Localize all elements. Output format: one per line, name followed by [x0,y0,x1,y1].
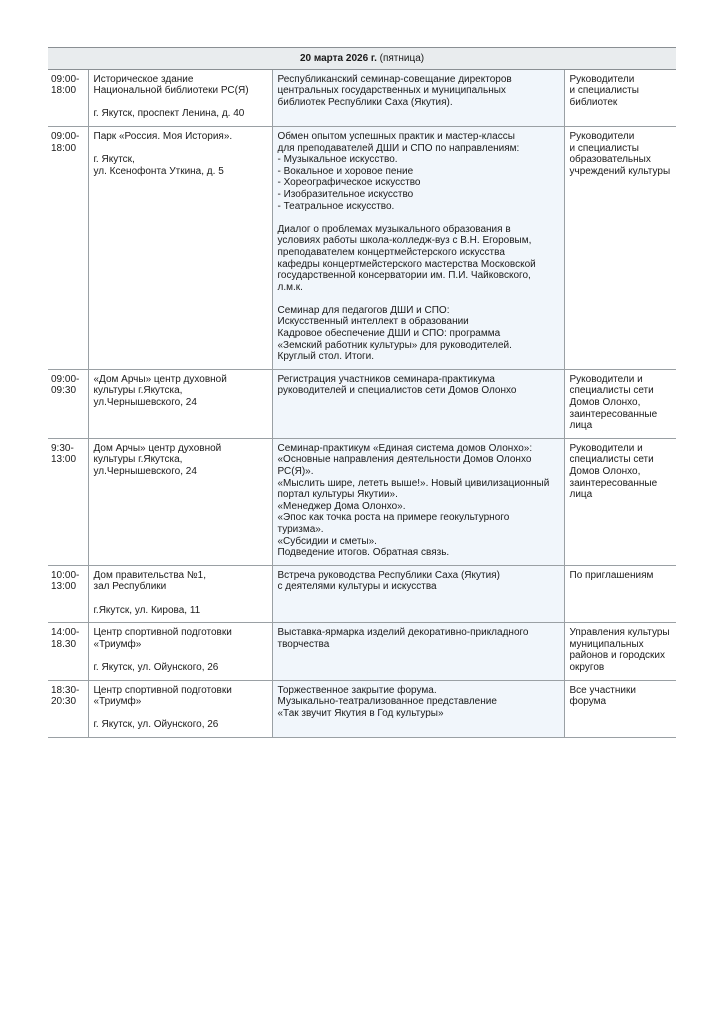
cell-line: По приглашениям [569,569,654,581]
cell-line: культуры г.Якутска, [93,385,183,397]
audience-cell [564,69,676,126]
table-row [48,565,676,622]
cell-line [94,143,268,155]
cell-line: образовательных [569,154,651,166]
cell-line: зал Республики [93,581,167,593]
cell-line: - Музыкальное искусство. [277,154,398,166]
place-cell [88,565,272,622]
cell-line: ул.Чернышевского, 24 [93,466,197,477]
cell-line: Обмен опытом успешных практик и мастер-классы [277,130,515,142]
cell-line: форума [569,696,607,708]
schedule-rows [48,69,676,737]
time-cell [48,369,88,438]
event-cell [272,680,564,737]
cell-line: г. Якутск, ул. Ойунского, 26 [93,719,219,731]
day-header-row [48,48,676,70]
cell-line: «Земский работник культуры» для руководителей. [277,339,512,351]
cell-line: условиях работы школа-колледж-вуз с В.Н. Егоровым, [277,235,532,247]
cell-line: Центр спортивной подготовки [93,684,232,696]
cell-line [94,650,268,662]
cell-line: учреждений культуры [569,165,671,177]
place-cell [88,680,272,737]
cell-line: л.м.к. [277,281,303,293]
time-cell [48,438,88,565]
event-cell [272,69,564,126]
cell-line: РС(Я)». [277,466,314,477]
cell-line: г. Якутск, ул. Ойунского, 26 [93,661,219,673]
cell-line: лица [569,420,593,432]
cell-line: ул. Ксенофонта Уткина, д. 5 [93,165,224,177]
cell-line: 09:00- [51,373,80,385]
cell-line: портал культуры Якутии». [277,489,398,501]
cell-line: «Триумф» [93,638,142,650]
cell-line: «Субсидии и сметы». [277,535,377,547]
cell-line: 13:00 [51,581,77,593]
cell-line: Искусственный интеллект в образовании [277,316,469,328]
cell-line: 09:00- [51,130,80,142]
event-cell [272,126,564,369]
audience-cell [564,438,676,565]
cell-line: районов и городских [569,650,665,662]
cell-line: руководителей и специалистов сети Домов Олонхо [277,385,517,397]
place-cell [88,126,272,369]
cell-line: специалисты сети [569,454,654,466]
cell-line: г.Якутск, ул. Кирова, 11 [93,604,201,616]
cell-line: 09:30 [51,385,77,397]
cell-line: культуры г.Якутска, [93,454,183,466]
place-cell [88,369,272,438]
table-row [48,623,676,680]
day-weekday: (пятница) [379,53,425,64]
cell-line: кафедры концертмейстерского мастерства Московской [277,258,536,270]
cell-line: - Изобразительное искусство [277,188,414,200]
cell-line: «Эпос как точка роста на примере геокультурного [277,512,510,524]
cell-line: Все участники [569,684,636,696]
cell-line: ул.Чернышевского, 24 [93,397,197,409]
cell-line: Дом правительства №1, [93,569,206,581]
cell-line: 14:00- [51,627,80,639]
cell-line: Руководители и [569,442,643,454]
cell-line: 18:00 [51,142,77,154]
cell-line: Кадровое обеспечение ДШИ и СПО: программа [277,328,501,340]
place-cell [88,438,272,565]
cell-line: «Основные направления деятельности Домов Олонхо [277,454,532,466]
time-cell [48,69,88,126]
audience-cell [564,680,676,737]
cell-line: специалисты сети [569,385,654,397]
cell-line: центральных государственных и муниципальных [277,85,506,97]
cell-line: государственной консерватории им. П.И. Чайковского, [277,270,531,282]
cell-line: преподавателем концертмейстерского искусства [277,246,505,258]
table-row [48,369,676,438]
cell-line: с деятелями культуры и искусства [277,581,437,593]
cell-line: «Менеджер Дома Олонхо». [277,500,406,512]
cell-line: муниципальных [569,638,644,650]
cell-line: творчества [277,638,330,650]
cell-line [94,593,268,605]
cell-line: «Так звучит Якутия в Год культуры» [277,707,444,719]
time-cell [48,680,88,737]
day-date: 20 марта 2026 г. [299,53,377,64]
time-cell [48,623,88,680]
cell-line: заинтересованные [569,477,658,489]
schedule-page [48,47,676,738]
cell-line [278,212,560,224]
cell-line: Парк «Россия. Моя История». [93,130,233,142]
event-cell [272,438,564,565]
cell-line: «Триумф» [93,696,142,708]
cell-line: 09:00- [51,73,80,85]
cell-line: и специалисты [569,142,639,154]
cell-line: Семинар-практикум «Единая система домов Олонхо»: [277,442,533,454]
cell-line: округов [569,661,605,673]
place-cell [88,623,272,680]
cell-line: 20:30 [51,696,77,708]
cell-line: Дом Арчы» центр духовной [93,442,222,454]
cell-line: Управления культуры [569,627,670,639]
cell-line: 18.30 [51,638,77,650]
table-row [48,680,676,737]
table-row [48,69,676,126]
cell-line: «Мыслить шире, лететь выше!». Новый цивилизационный [277,477,550,489]
cell-line: Встреча руководства Республики Саха (Якутия) [277,569,500,581]
cell-line: Руководители [569,130,635,142]
cell-line: Домов Олонхо, [569,466,641,477]
cell-line: Регистрация участников семинара-практикума [277,373,495,385]
place-cell [88,69,272,126]
cell-line: Музыкально-театрализованное представление [277,696,497,708]
day-header [48,48,676,70]
audience-cell [564,623,676,680]
cell-line [278,293,560,305]
cell-line: - Вокальное и хоровое пение [277,165,414,177]
cell-line: Семинар для педагогов ДШИ и СПО: [277,304,450,316]
cell-line: г. Якутск, проспект Ленина, д. 40 [93,108,245,120]
audience-cell [564,126,676,369]
cell-line: Центр спортивной подготовки [93,627,232,639]
cell-line: 18:30- [51,684,80,696]
cell-line: для преподавателей ДШИ и СПО по направлениям: [277,142,520,154]
cell-line: Домов Олонхо, [569,397,641,409]
table-row [48,126,676,369]
cell-line [94,97,268,109]
cell-line: г. Якутск, [93,154,135,166]
cell-line: Историческое здание [93,73,194,85]
cell-line: - Театральное искусство. [277,200,395,212]
cell-line: Руководители [569,73,635,85]
event-cell [272,369,564,438]
audience-cell [564,369,676,438]
cell-line: Подведение итогов. Обратная связь. [277,547,450,559]
table-row [48,438,676,565]
cell-line: Круглый стол. Итоги. [277,351,375,363]
cell-line: библиотек [569,96,618,108]
cell-line: 10:00- [51,569,80,581]
cell-line: и специалисты [569,85,639,97]
time-cell [48,126,88,369]
cell-line: - Хореографическое искусство [277,177,421,189]
cell-line: Национальной библиотеки РС(Я) [93,85,249,97]
audience-cell [564,565,676,622]
time-cell [48,565,88,622]
cell-line: Выставка-ярмарка изделий декоративно-прикладного [277,627,529,639]
cell-line: Республиканский семинар-совещание директоров [277,73,512,85]
cell-line: 13:00 [51,454,77,466]
cell-line: «Дом Арчы» центр духовной [93,373,227,385]
event-cell [272,623,564,680]
cell-line: Диалог о проблемах музыкального образования в [277,223,511,235]
cell-line: библиотек Республики Саха (Якутия). [277,96,453,108]
cell-line: заинтересованные [569,408,658,420]
cell-line: туризма». [277,523,324,535]
schedule-table [48,47,676,738]
cell-line: Руководители и [569,373,643,385]
cell-line: Торжественное закрытие форума. [277,684,437,696]
cell-line: лица [569,489,593,501]
event-cell [272,565,564,622]
cell-line [94,708,268,720]
cell-line: 18:00 [51,85,77,97]
cell-line: 9:30- [51,442,74,454]
